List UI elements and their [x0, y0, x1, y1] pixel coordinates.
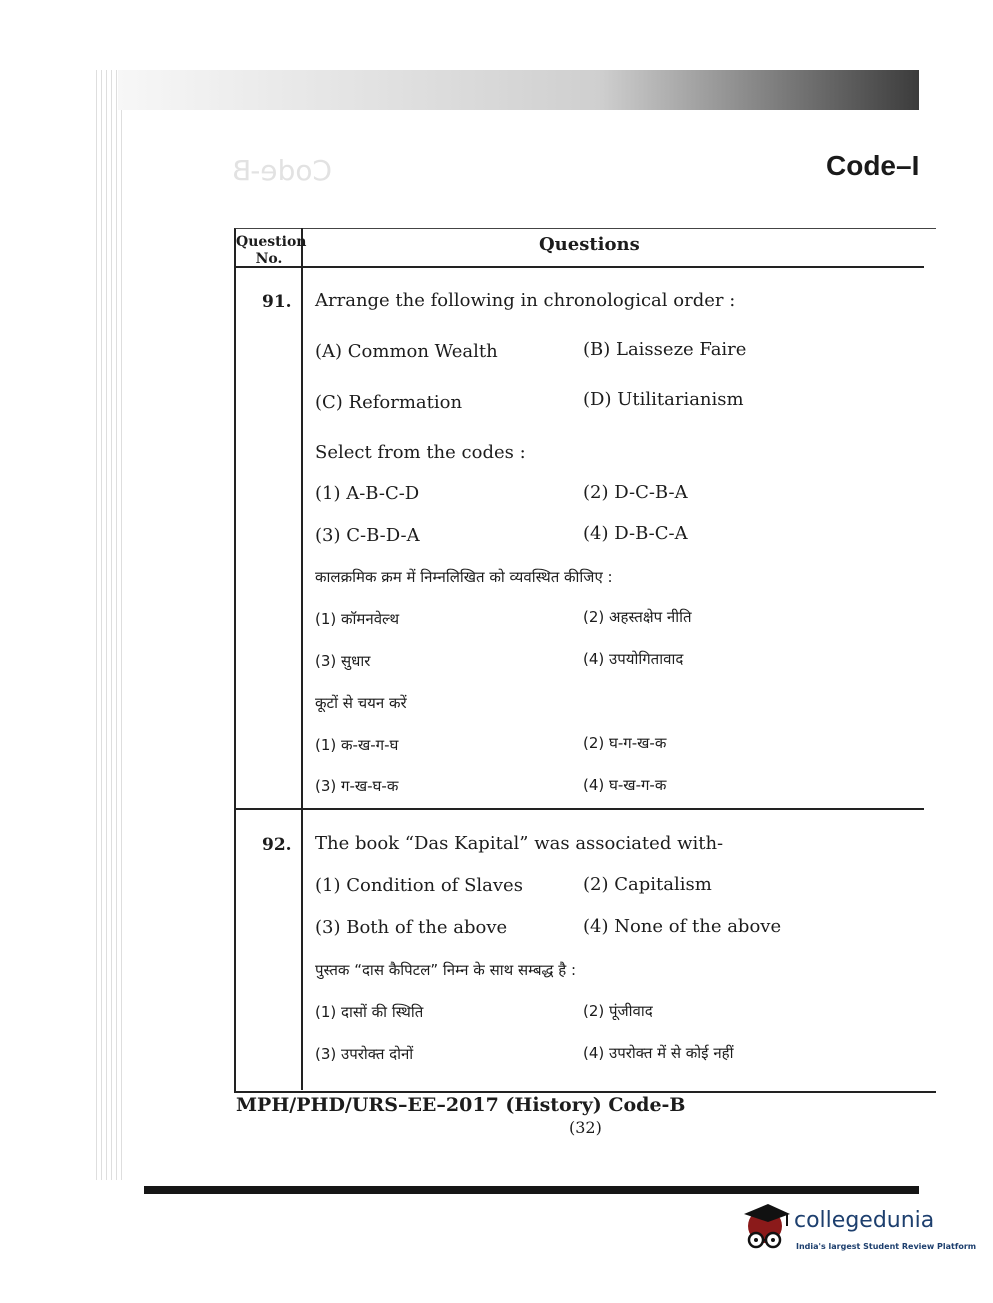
logo-tagline: India's largest Student Review Platform [796, 1242, 977, 1251]
hindi-option-1: (1) दासों की स्थिति [315, 1003, 424, 1021]
item-a: (A) Common Wealth [315, 341, 498, 362]
hindi-select-instruction: कूटों से चयन करें [315, 694, 407, 712]
paper-footer: MPH/PHD/URS–EE–2017 (History) Code-B [236, 1094, 686, 1116]
option-1: (1) Condition of Slaves [315, 875, 523, 896]
question-number: 91. [262, 292, 292, 312]
option-2: (2) Capitalism [583, 874, 712, 895]
scan-shadow [118, 70, 921, 110]
option-4: (4) D-B-C-A [583, 523, 688, 544]
hindi-item-2: (2) अहस्तक्षेप नीति [583, 608, 692, 626]
paper-code: Code–I [826, 150, 920, 181]
option-2: (2) D-C-B-A [583, 482, 688, 503]
header-divider [234, 266, 924, 268]
hindi-option-1: (1) क-ख-ग-घ [315, 736, 399, 754]
question-text: Arrange the following in chronological order : [315, 290, 736, 311]
item-d: (D) Utilitarianism [583, 389, 744, 410]
question-number: 92. [262, 835, 292, 855]
questions-header: Questions [539, 234, 640, 255]
question-text: The book “Das Kapital” was associated with- [315, 833, 724, 854]
hindi-question-text: कालक्रमिक क्रम में निम्नलिखित को व्यवस्थित कीजिए : [315, 568, 613, 586]
page-number: (32) [569, 1118, 602, 1137]
row-divider [234, 808, 924, 810]
question-no-header: Question No. [236, 234, 307, 267]
hindi-option-4: (4) घ-ख-ग-क [583, 776, 667, 794]
hindi-option-2: (2) पूंजीवाद [583, 1002, 653, 1020]
hindi-option-3: (3) ग-ख-घ-क [315, 777, 399, 795]
option-3: (3) C-B-D-A [315, 525, 420, 546]
select-instruction: Select from the codes : [315, 442, 526, 463]
bleed-through-code: Code-B [232, 154, 332, 187]
item-c: (C) Reformation [315, 392, 463, 413]
hindi-option-2: (2) घ-ग-ख-क [583, 734, 667, 752]
page-stack-edge [96, 70, 126, 1180]
option-4: (4) None of the above [583, 916, 782, 937]
hindi-option-3: (3) उपरोक्त दोनों [315, 1045, 414, 1063]
hindi-question-text: पुस्तक “दास कैपिटल” निम्न के साथ सम्बद्ध है : [315, 961, 577, 979]
hindi-item-3: (3) सुधार [315, 652, 371, 670]
hindi-option-4: (4) उपरोक्त में से कोई नहीं [583, 1044, 734, 1062]
scan-bottom-edge [144, 1186, 921, 1194]
column-divider [301, 228, 303, 1090]
collegedunia-logo-icon [738, 1200, 794, 1256]
logo-wordmark: collegedunia [794, 1208, 935, 1233]
option-1: (1) A-B-C-D [315, 483, 420, 504]
hindi-item-4: (4) उपयोगितावाद [583, 650, 684, 668]
hindi-item-1: (1) कॉमनवेल्थ [315, 610, 400, 628]
item-b: (B) Laisseze Faire [583, 339, 747, 360]
option-3: (3) Both of the above [315, 917, 508, 938]
